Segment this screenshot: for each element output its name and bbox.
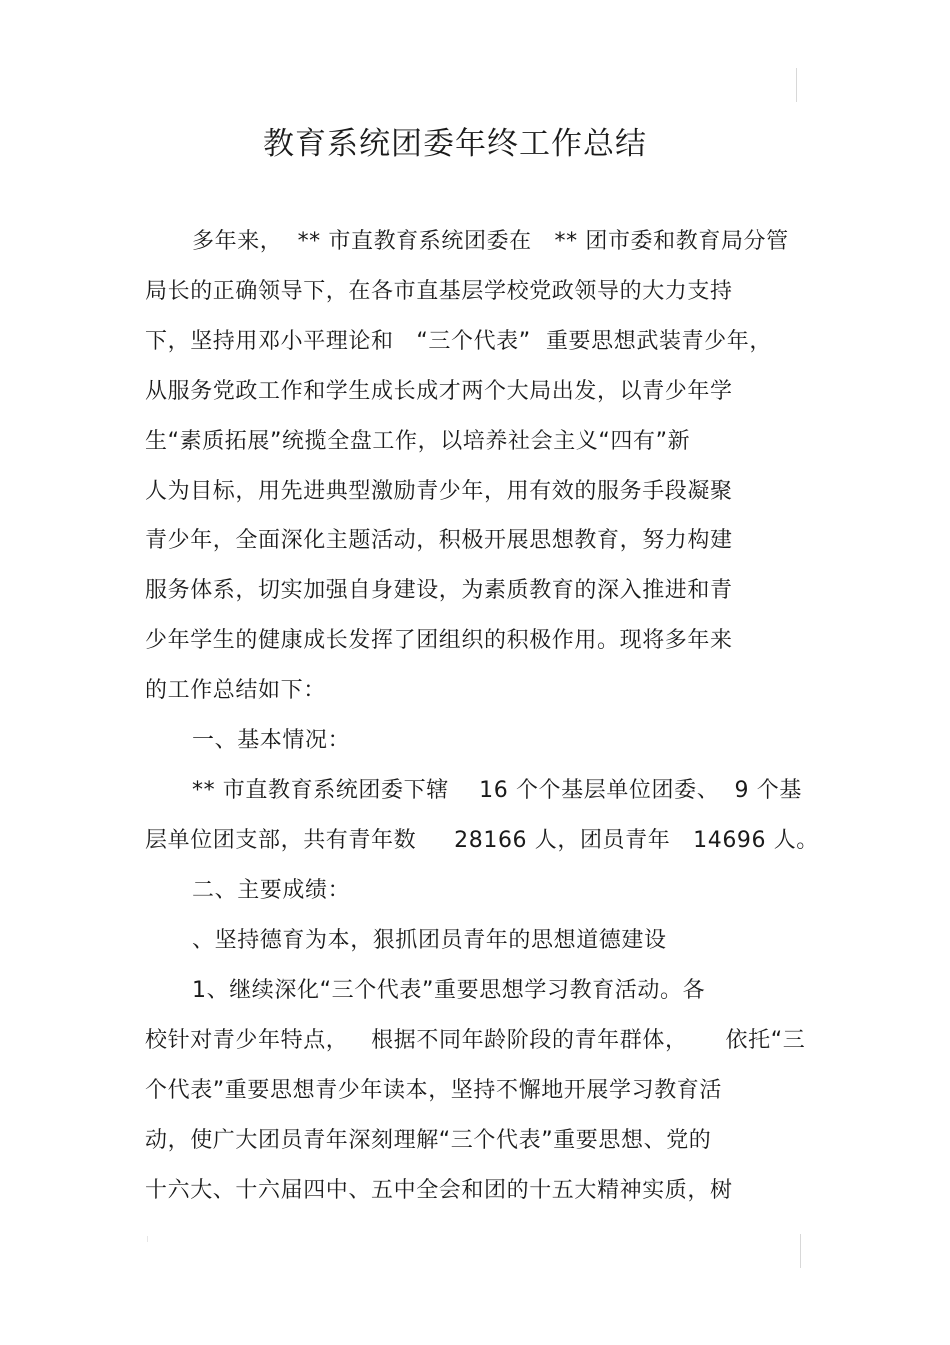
page-corner-mark-bottom-left — [147, 1236, 148, 1242]
section-heading: 一、基本情况： — [192, 728, 351, 753]
paragraph-line: 十六大、十六届四中、五中全会和团的十五大精神实质，树 — [145, 1178, 733, 1203]
paragraph-line: ** 市直教育系统团委下辖 16 个个基层单位团委、 9 个基 — [192, 778, 802, 803]
paragraph-line: 层单位团支部，共有青年数 28166 人，团员青年 14696 人。 — [145, 828, 819, 853]
paragraph-line: 1、继续深化“三个代表”重要思想学习教育活动。各 — [192, 978, 706, 1003]
section-heading: 二、主要成绩： — [192, 878, 351, 903]
paragraph-line: 多年来， ** 市直教育系统团委在 ** 团市委和教育局分管 — [192, 229, 789, 254]
paragraph-line: 下，坚持用邓小平理论和 “三个代表” 重要思想武装青少年， — [145, 329, 772, 354]
paragraph-line: 青少年，全面深化主题活动，积极开展思想教育，努力构建 — [145, 528, 733, 553]
paragraph-line: 校针对青少年特点， 根据不同年龄阶段的青年群体， 依托“三 — [145, 1028, 806, 1053]
paragraph-line: 生“素质拓展”统揽全盘工作，以培养社会主义“四有”新 — [145, 429, 691, 454]
paragraph-line: 动，使广大团员青年深刻理解“三个代表”重要思想、党的 — [145, 1128, 712, 1153]
paragraph-line: 的工作总结如下： — [145, 678, 326, 703]
document-title: 教育系统团委年终工作总结 — [263, 126, 647, 162]
paragraph-line: 服务体系，切实加强自身建设，为素质教育的深入推进和青 — [145, 578, 733, 603]
paragraph-line: 从服务党政工作和学生成长成才两个大局出发，以青少年学 — [145, 379, 733, 404]
page-corner-mark-bottom-right — [800, 1234, 801, 1268]
paragraph-line: 个代表”重要思想青少年读本，坚持不懈地开展学习教育活 — [145, 1078, 722, 1103]
paragraph-line: 少年学生的健康成长发挥了团组织的积极作用。现将多年来 — [145, 628, 733, 653]
page-corner-mark-top-right — [796, 68, 797, 102]
paragraph-line: 人为目标，用先进典型激励青少年，用有效的服务手段凝聚 — [145, 479, 733, 504]
subsection-heading: 、坚持德育为本，狠抓团员青年的思想道德建设 — [192, 928, 667, 953]
paragraph-line: 局长的正确领导下，在各市直基层学校党政领导的大力支持 — [145, 279, 733, 304]
